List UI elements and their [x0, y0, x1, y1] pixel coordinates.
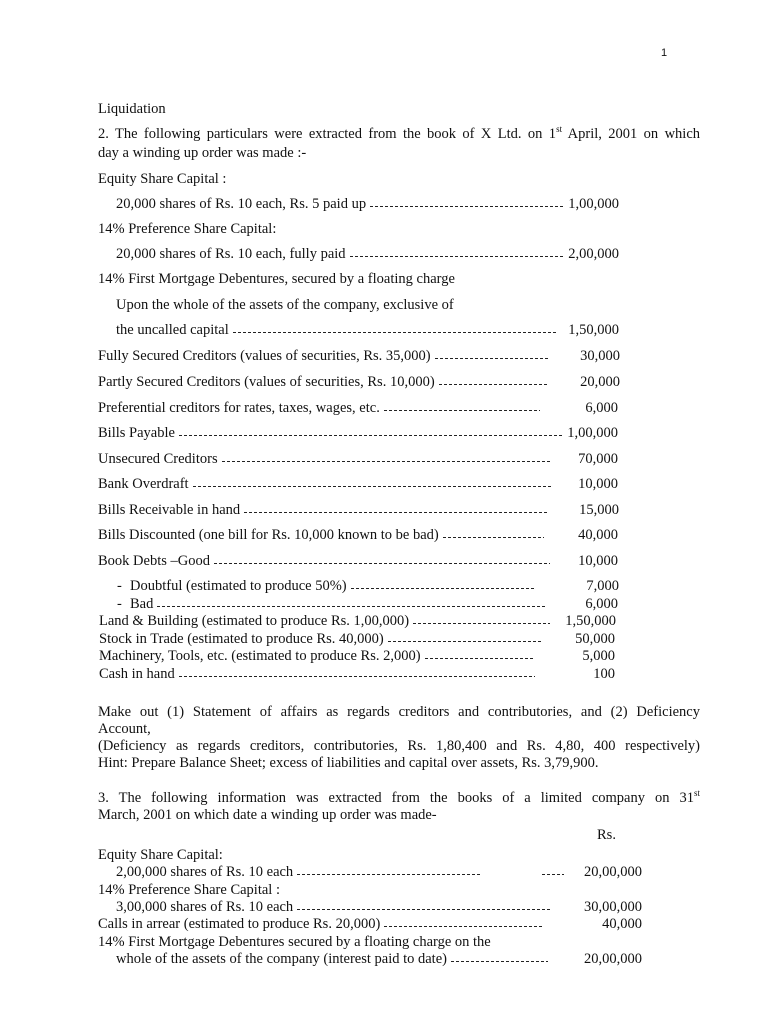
q2-row: [98, 552, 618, 570]
q2-heading-debentures: 14% First Mortgage Debentures, secured by a floating charge: [98, 271, 455, 287]
row-amount: 30,000: [580, 348, 620, 364]
page-number: 1: [661, 47, 668, 59]
q2-row: [98, 399, 618, 417]
currency-header: Rs.: [597, 827, 616, 843]
leader-dashes: [435, 358, 548, 359]
q2-row: [98, 475, 618, 493]
row-label: Book Debts –Good: [98, 553, 210, 569]
q2-heading-equity: Equity Share Capital :: [98, 171, 227, 187]
q2-row: [98, 424, 618, 442]
bullet: -: [117, 596, 122, 612]
q2-intro-text: 2. The following particulars were extracted from the book of X Ltd. on 1: [98, 126, 557, 142]
heading: Liquidation: [98, 101, 166, 117]
row-label: 20,000 shares of Rs. 10 each, Rs. 5 paid up: [116, 196, 367, 212]
q2-row: [116, 321, 619, 339]
leader-dashes: [244, 512, 549, 513]
q2-row: [130, 595, 618, 613]
row-label: Partly Secured Creditors (values of securities, Rs. 10,000): [98, 374, 435, 390]
q3-heading-debentures: 14% First Mortgage Debentures secured by a floating charge on the: [98, 934, 491, 950]
row-amount: 10,000: [578, 553, 618, 569]
row-amount: 100: [593, 666, 615, 682]
leader-dashes: [413, 623, 550, 624]
row-label: Doubtful (estimated to produce 50%): [130, 578, 347, 594]
q2-intro-line1: [98, 125, 700, 143]
row-amount: 10,000: [578, 476, 618, 492]
leader-dashes: [370, 206, 563, 207]
row-amount: 2,00,000: [568, 246, 619, 262]
q2-intro-line2: day a winding up order was made :-: [98, 145, 307, 161]
row-amount: 30,00,000: [584, 899, 642, 915]
row-label: Calls in arrear (estimated to produce Rs. 20,000): [98, 916, 381, 932]
leader-dashes: [222, 461, 552, 462]
row-label: Bills Payable: [98, 425, 175, 441]
q3-row: [116, 898, 642, 916]
q2-intro-text-b: April, 2001 on which: [562, 126, 701, 142]
bullet: -: [117, 578, 122, 594]
row-amount: 20,000: [580, 374, 620, 390]
row-amount: 1,00,000: [567, 425, 618, 441]
q2-row: [130, 577, 619, 595]
q3-intro-sup: st: [693, 788, 700, 799]
row-label: Bills Discounted (one bill for Rs. 10,000 known to be bad): [98, 527, 439, 543]
row-label: the uncalled capital: [116, 322, 229, 338]
leader-dashes: [157, 606, 546, 607]
row-label: 20,000 shares of Rs. 10 each, fully paid: [116, 246, 346, 262]
leader-dashes: [542, 874, 564, 875]
row-amount: 50,000: [575, 631, 615, 647]
q2-hint: Hint: Prepare Balance Sheet; excess of liabilities and capital over assets, Rs. 3,79,900.: [98, 755, 599, 771]
leader-dashes: [439, 384, 548, 385]
q2-row: [98, 373, 620, 391]
row-amount: 6,000: [585, 596, 618, 612]
leader-dashes: [350, 256, 563, 257]
row-label: Bills Receivable in hand: [98, 502, 241, 518]
row-amount: 6,000: [585, 400, 618, 416]
q2-debentures-line2: Upon the whole of the assets of the company, exclusive of: [116, 297, 454, 313]
row-label: Bank Overdraft: [98, 476, 189, 492]
row-label: Bad: [130, 596, 154, 612]
q3-row: [116, 863, 642, 881]
q2-intro-sup: st: [556, 124, 563, 135]
q3-row: [98, 915, 642, 933]
row-label: Stock in Trade (estimated to produce Rs. 40,000): [99, 631, 384, 647]
q2-row: [99, 647, 615, 665]
row-amount: 1,50,000: [565, 613, 616, 629]
q2-task-line2: Account,: [98, 721, 151, 737]
q2-heading-preference: 14% Preference Share Capital:: [98, 221, 277, 237]
row-label: Land & Building (estimated to produce Rs. 1,00,000): [99, 613, 410, 629]
q2-row: [98, 526, 618, 544]
row-label: Cash in hand: [99, 666, 175, 682]
row-label: Machinery, Tools, etc. (estimated to produce Rs. 2,000): [99, 648, 421, 664]
q2-answer: (Deficiency as regards creditors, contributories, Rs. 1,80,400 and Rs. 4,80, 400 respectively): [98, 738, 700, 754]
row-amount: 40,000: [578, 527, 618, 543]
row-amount: 5,000: [582, 648, 615, 664]
row-label: Unsecured Creditors: [98, 451, 218, 467]
q3-heading-preference: 14% Preference Share Capital :: [98, 882, 280, 898]
leader-dashes: [233, 332, 557, 333]
q3-intro-line2: March, 2001 on which date a winding up order was made-: [98, 807, 437, 823]
q2-row: [98, 347, 620, 365]
q2-row: [99, 665, 615, 683]
leader-dashes: [388, 641, 541, 642]
q3-intro-text: 3. The following information was extracted from the books of a limited company on 31: [98, 790, 694, 806]
row-amount: 20,00,000: [584, 864, 642, 880]
row-amount: 70,000: [578, 451, 618, 467]
q2-row: [99, 630, 615, 648]
row-amount: 1,50,000: [568, 322, 619, 338]
q2-row: [116, 245, 619, 263]
leader-dashes: [179, 435, 564, 436]
row-amount: 40,000: [602, 916, 642, 932]
q3-row: [116, 950, 642, 968]
row-label: Fully Secured Creditors (values of securities, Rs. 35,000): [98, 348, 431, 364]
leader-dashes: [443, 537, 544, 538]
leader-dashes: [425, 658, 533, 659]
leader-dashes: [179, 676, 535, 677]
row-amount: 7,000: [586, 578, 619, 594]
leader-dashes: [297, 874, 482, 875]
q3-intro-line1: [98, 789, 700, 807]
row-label: 2,00,000 shares of Rs. 10 each: [116, 864, 294, 880]
leader-dashes: [297, 909, 550, 910]
leader-dashes: [214, 563, 550, 564]
q2-row: [98, 450, 618, 468]
leader-dashes: [193, 486, 552, 487]
row-label: 3,00,000 shares of Rs. 10 each: [116, 899, 294, 915]
q2-task-line1: Make out (1) Statement of affairs as regards creditors and contributories, and (2) Deficiency: [98, 704, 700, 720]
row-label: whole of the assets of the company (interest paid to date): [116, 951, 447, 967]
row-amount: 20,00,000: [584, 951, 642, 967]
leader-dashes: [384, 410, 540, 411]
leader-dashes: [384, 926, 542, 927]
leader-dashes: [351, 588, 535, 589]
row-amount: 15,000: [579, 502, 619, 518]
row-label: Preferential creditors for rates, taxes, wages, etc.: [98, 400, 380, 416]
q2-row: [116, 195, 619, 213]
q3-heading-equity: Equity Share Capital:: [98, 847, 223, 863]
q2-row: [99, 612, 616, 630]
row-amount: 1,00,000: [568, 196, 619, 212]
q2-row: [98, 501, 619, 519]
leader-dashes: [451, 961, 548, 962]
